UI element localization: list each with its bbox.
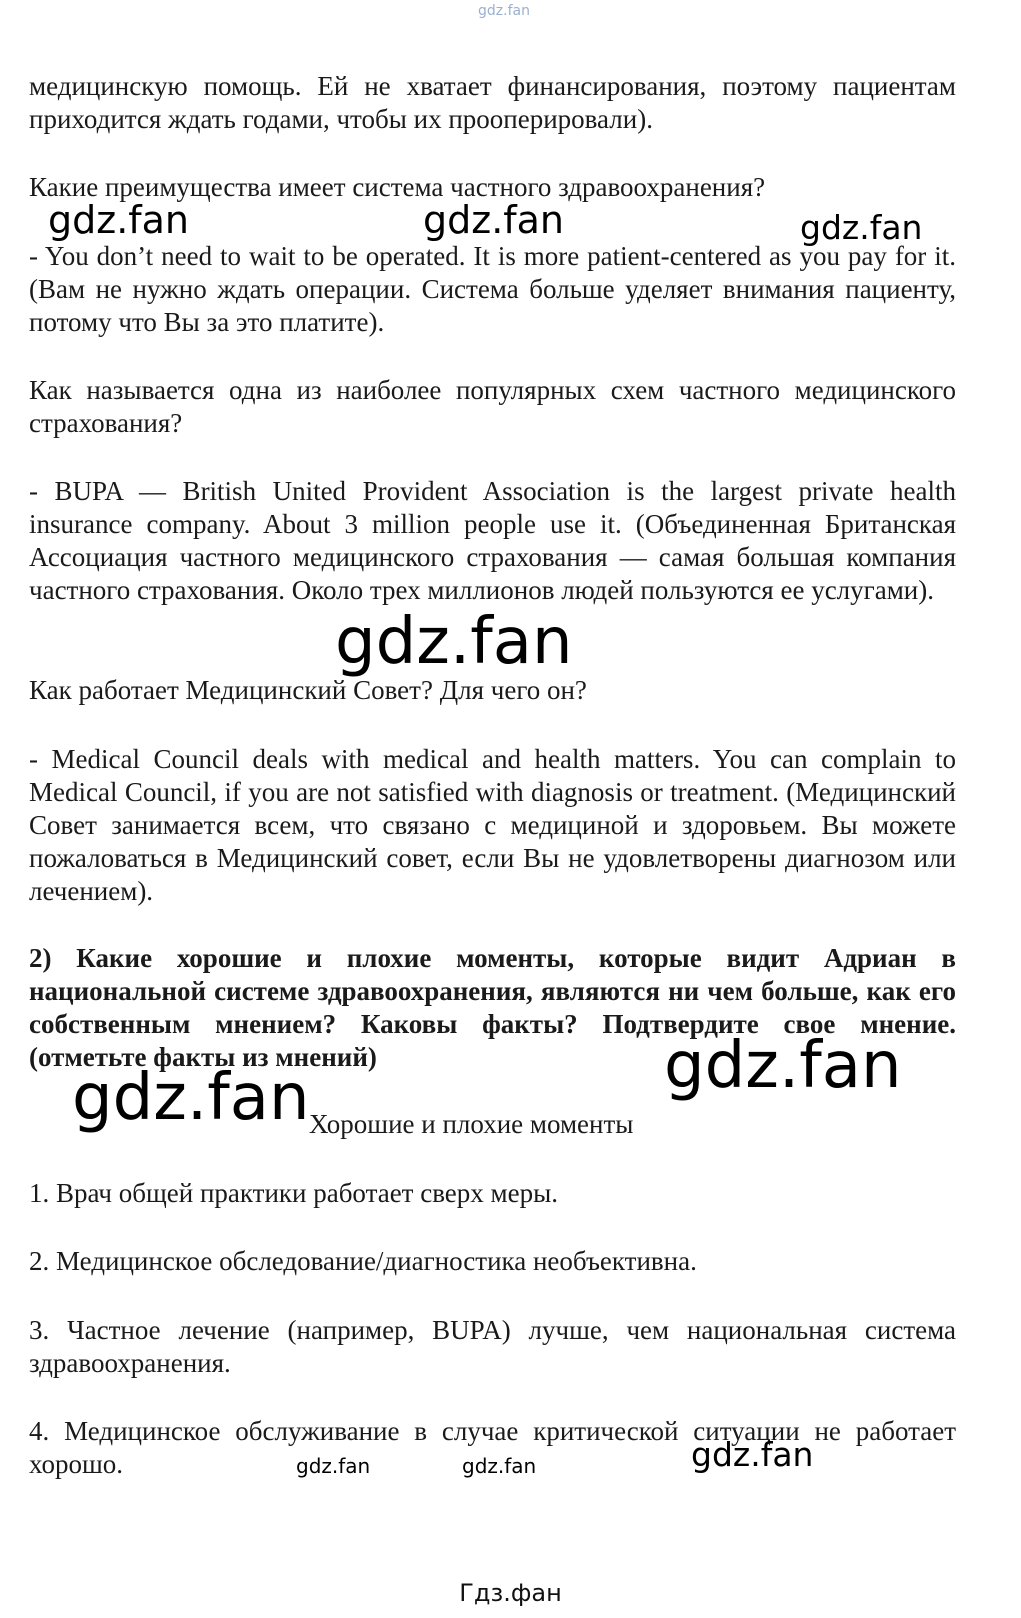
task-2-heading: 2) Какие хорошие и плохие моменты, которые видит Адриан в национальной системе здравоохранения, являются ни чем больше, как его собственным мнением? Каковы факты? Подтвердите свое мнение. (отметьте факты из мнений) [29, 943, 956, 1072]
watermark: gdz.fan [296, 1454, 371, 1478]
question-private-healthcare: Какие преимущества имеет система частного здравоохранения? [29, 172, 766, 202]
watermark: gdz.fan [423, 198, 565, 242]
list-item-2: 2. Медицинское обследование/диагностика необъективна. [29, 1246, 697, 1276]
paragraph-1: медицинскую помощь. Ей не хватает финансирования, поэтому пациентам приходится ждать годами, чтобы их прооперировали). [29, 71, 956, 134]
watermark: gdz.fan [462, 1454, 537, 1478]
list-item-3: 3. Частное лечение (например, BUPA) лучше, чем национальная система здравоохранения. [29, 1315, 956, 1378]
question-medical-council: Как работает Медицинский Совет? Для чего он? [29, 675, 587, 705]
subheading-good-bad: Хорошие и плохие моменты [309, 1109, 634, 1139]
watermark: gdz.fan [335, 605, 573, 679]
list-item-1: 1. Врач общей практики работает сверх меры. [29, 1178, 558, 1208]
question-insurance-scheme: Как называется одна из наиболее популярных схем частного медицинского страхования? [29, 375, 956, 438]
watermark: gdz.fan [800, 208, 923, 247]
watermark-top: gdz.fan [478, 3, 530, 19]
watermark: gdz.fan [48, 198, 190, 242]
answer-medical-council: - Medical Council deals with medical and health matters. You can complain to Medical Council, if you are not satisfied with diagnosis or treatment. (Медицинский Совет занимается всем, что связано с медициной и здоровьем. Вы можете пожаловаться в Медицинский совет, если Вы не удовлетворены диагнозом или лечением). [29, 744, 956, 906]
answer-private-healthcare: - You don’t need to wait to be operated. It is more patient-centered as you pay for it. (Вам не нужно ждать операции. Система больше уделяет внимания пациенту, потому что Вы за это платите). [29, 241, 956, 337]
watermark: gdz.fan [72, 1061, 310, 1135]
list-item-4: 4. Медицинское обслуживание в случае критической ситуации не работает хорошо. [29, 1416, 956, 1479]
watermark: gdz.fan [691, 1435, 814, 1474]
answer-bupa: - BUPA — British United Provident Association is the largest private health insurance company. About 3 million people use it. (Объединенная Британская Ассоциация частного медицинского страхования — самая большая компания частного страхования. Около трех миллионов людей пользуются ее услугами). [29, 476, 956, 605]
watermark: gdz.fan [664, 1029, 902, 1103]
footer-site-name: Гдз.фан [459, 1579, 562, 1607]
